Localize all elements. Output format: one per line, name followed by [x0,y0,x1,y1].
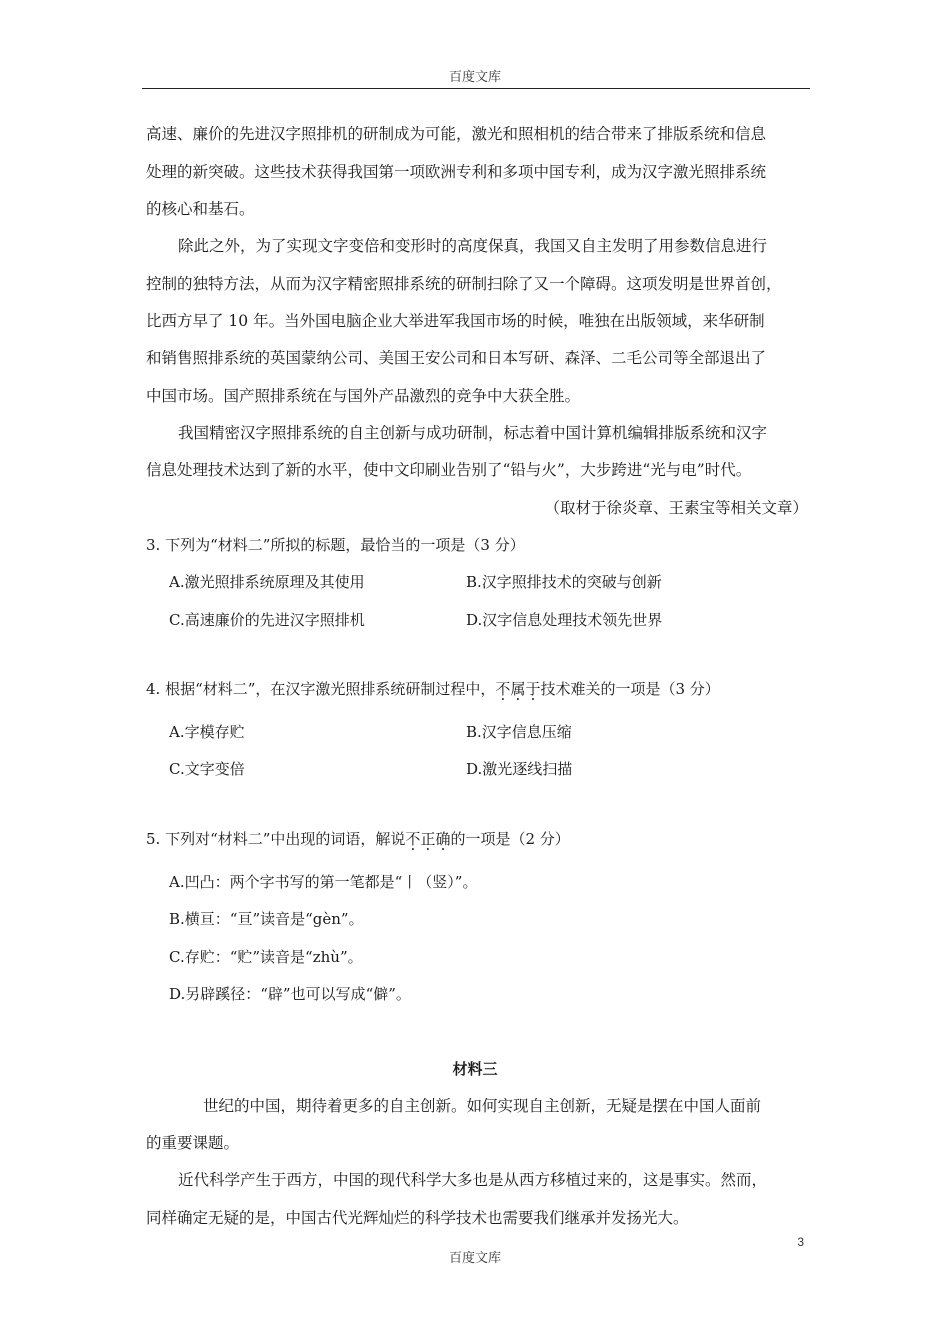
header-rule [142,88,810,89]
question-3-option-d: D.汉字信息处理技术领先世界 [466,611,663,629]
question-4-option-d: D.激光逐线扫描 [466,760,573,778]
emphasis-char: 确 [435,830,451,848]
paragraph-line: 我国精密汉字照排系统的自主创新与成功研制，标志着中国计算机编辑排版系统和汉字 [178,424,768,442]
emphasis-char: 不 [495,680,511,698]
question-5-option-a: A.凹凸：两个字书写的第一笔都是“丨（竖）”。 [169,873,478,891]
paragraph-line: 中国市场。国产照排系统在与国外产品激烈的竞争中大获全胜。 [146,387,581,405]
question-4-option-c: C.文字变倍 [169,760,245,778]
paragraph-line: 世纪的中国，期待着更多的自主创新。如何实现自主创新，无疑是摆在中国人面前 [203,1097,762,1115]
page-number: 3 [797,1235,804,1249]
paragraph-line: 除此之外，为了实现文字变倍和变形时的高度保真，我国又自主发明了用参数信息进行 [178,237,768,255]
question-5-option-d: D.另辟蹊径：“辟”也可以写成“僻”。 [169,985,411,1003]
question-4-stem: 4. 根据“材料二”，在汉字激光照排系统研制过程中，不属于技术难关的一项是（3 分） [146,680,720,698]
paragraph-line: 同样确定无疑的是，中国古代光辉灿烂的科学技术也需要我们继承并发扬光大。 [146,1209,689,1227]
emphasis-char: 属 [510,680,526,698]
question-3-option-c: C.高速廉价的先进汉字照排机 [169,611,365,629]
question-5-option-c: C.存贮：“贮”读音是“zhù”。 [169,948,363,966]
paragraph-line: 的重要课题。 [146,1134,240,1152]
paragraph-line: 的核心和基石。 [146,200,255,218]
paragraph-line: 比西方早了 10 年。当外国电脑企业大举进军我国市场的时候，唯独在出版领域，来华研制 [146,312,765,330]
page-footer: 百度文库 [448,1251,501,1266]
section-heading: 材料三 [452,1060,498,1078]
question-4-option-a: A.字模存贮 [169,723,245,741]
question-5-option-b: B.横亘：“亘”读音是“gèn”。 [169,910,364,928]
question-4-option-b: B.汉字信息压缩 [466,723,572,741]
paragraph-line: 和销售照排系统的英国蒙纳公司、美国王安公司和日本写研、森泽、二毛公司等全部退出了 [146,349,767,367]
emphasis-char: 于 [525,680,541,698]
paragraph-line: 控制的独特方法，从而为汉字精密照排系统的研制扫除了又一个障碍。这项发明是世界首创， [146,275,782,293]
paragraph-line: 信息处理技术达到了新的水平，使中文印刷业告别了“铅与火”，大步跨进“光与电”时代。 [146,461,752,479]
source-citation: （取材于徐炎章、王素宝等相关文章） [544,499,808,517]
question-3-option-b: B.汉字照排技术的突破与创新 [466,573,662,591]
question-3-stem: 3. 下列为“材料二”所拟的标题，最恰当的一项是（3 分） [146,536,525,554]
emphasis-char: 不 [405,830,421,848]
question-3-option-a: A.激光照排系统原理及其使用 [169,573,365,591]
paragraph-line: 高速、廉价的先进汉字照排机的研制成为可能，激光和照相机的结合带来了排版系统和信息 [146,125,767,143]
paragraph-line: 处理的新突破。这些技术获得我国第一项欧洲专利和多项中国专利，成为汉字激光照排系统 [146,163,767,181]
emphasis-char: 正 [420,830,436,848]
question-5-stem: 5. 下列对“材料二”中出现的词语，解说不正确的一项是（2 分） [146,830,570,848]
paragraph-line: 近代科学产生于西方，中国的现代科学大多也是从西方移植过来的，这是事实。然而， [178,1171,768,1189]
page-header: 百度文库 [448,70,501,85]
